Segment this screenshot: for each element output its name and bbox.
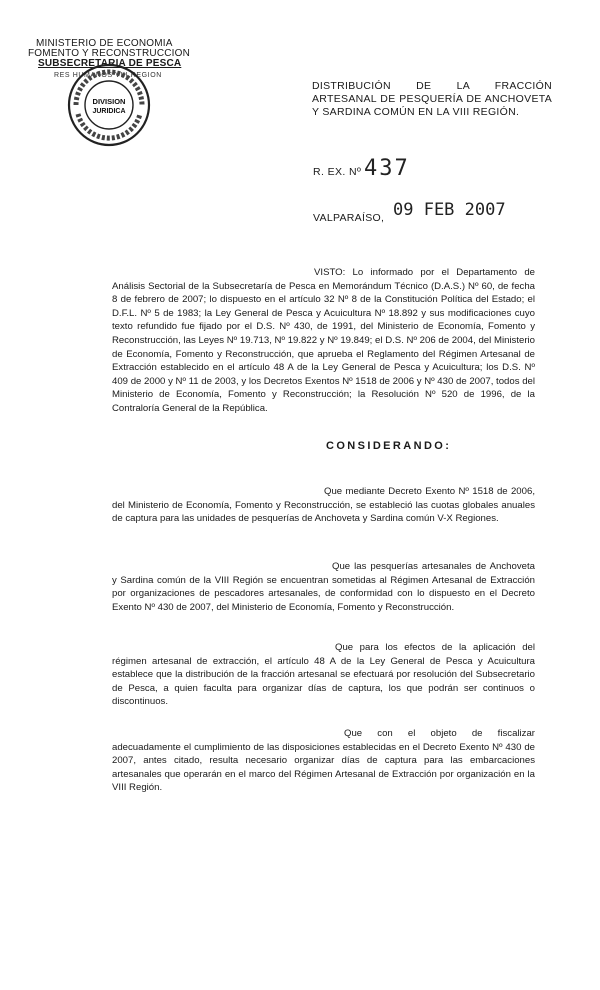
seal-icon xyxy=(66,62,152,148)
ministry-subname: FOMENTO Y RECONSTRUCCION xyxy=(28,48,191,59)
place-label: VALPARAÍSO, xyxy=(313,212,385,224)
resolution-label: R. EX. Nº xyxy=(313,166,362,178)
considerando-heading: CONSIDERANDO: xyxy=(326,440,452,452)
department-line: RES HUMANOS VIII REGION xyxy=(54,72,162,79)
visto-paragraph: VISTO: Lo informado por el Departamento de Análisis Sectorial de la Subsecretaría de Pesca en Memorándum Técnico (D.A.S.) Nº 60, de fecha 8 de febrero de 2007; lo dispuesto en el artículo 32 Nº 8 de la Constitución Política del Estado; el D.F.L. Nº 5 de 1983; la Ley General de Pesca y Acuicultura Nº 18.892 y sus modificaciones cuyo texto refundido fue fijado por el D.S. Nº 430, de 1991, del Ministerio de Economía, Fomento y Reconstrucción, las Leyes Nº 19.713, Nº 19.822 y Nº 19.849; el D.S. Nº 206 de 2004, del Ministerio de Economía, Fomento y Reconstrucción, que aprueba el Reglamento del Régimen Artesanal de Extracción establecido en el artículo 48 A de la Ley General de Pesca y Acuicultura; los D.S. Nº 409 de 2000 y Nº 11 de 2003, y los Decretos Exentos Nº 1518 de 2006 y Nº 430 de 2007, todos del Ministerio de Economía, Fomento y Reconstrucción; la Resolución Nº 520 de 1996, de la Contraloría General de la República. xyxy=(112,267,535,414)
resolution-number: 437 xyxy=(364,156,410,181)
date-stamp: 09 FEB 2007 xyxy=(393,200,506,220)
considerando-paragraph: Que para los efectos de la aplicación del régimen artesanal de extracción, el artículo 48 A de la Ley General de Pesca y Acuicultura establece que la distribución de la fracción artesanal se efectuará por resolución del Subsecretario de Pesca, a quien faculta para organizar días de captura, los que podrán ser continuos o discontinuos. xyxy=(112,642,535,708)
division-juridica-seal xyxy=(66,62,152,148)
subsecretaria-name: SUBSECRETARIA DE PESCA xyxy=(38,58,182,69)
seal-text-line1: DIVISION xyxy=(92,97,126,106)
considerando-paragraph: Que mediante Decreto Exento Nº 1518 de 2006, del Ministerio de Economía, Fomento y Reconstrucción, se estableció las cuotas globales anuales de captura para las unidades de pesquerías de Anchoveta y Sardina común V-X Regiones. xyxy=(112,486,535,525)
ministry-name: MINISTERIO DE ECONOMIA xyxy=(36,38,173,49)
seal-text-line2: JURIDICA xyxy=(92,108,126,115)
document-title: DISTRIBUCIÓN DE LA FRACCIÓN ARTESANAL DE PESQUERÍA DE ANCHOVETA Y SARDINA COMÚN EN LA VIII REGIÓN. xyxy=(312,80,552,118)
considerando-paragraph: Que con el objeto de fiscalizar adecuadamente el cumplimiento de las disposiciones establecidas en el Decreto Exento Nº 430 de 2007, antes citado, resulta necesario organizar días de captura para las embarcaciones artesanales que operarán en el marco del Régimen Artesanal de Extracción por organización en la VIII Región. xyxy=(112,728,535,794)
considerando-paragraph: Que las pesquerías artesanales de Anchoveta y Sardina común de la VIII Región se encuentran sometidas al Régimen Artesanal de Extracción por organizaciones de pescadores artesanales, de conformidad con lo dispuesto en el Decreto Exento Nº 430 de 2007, del Ministerio de Economía, Fomento y Reconstrucción. xyxy=(112,561,535,613)
